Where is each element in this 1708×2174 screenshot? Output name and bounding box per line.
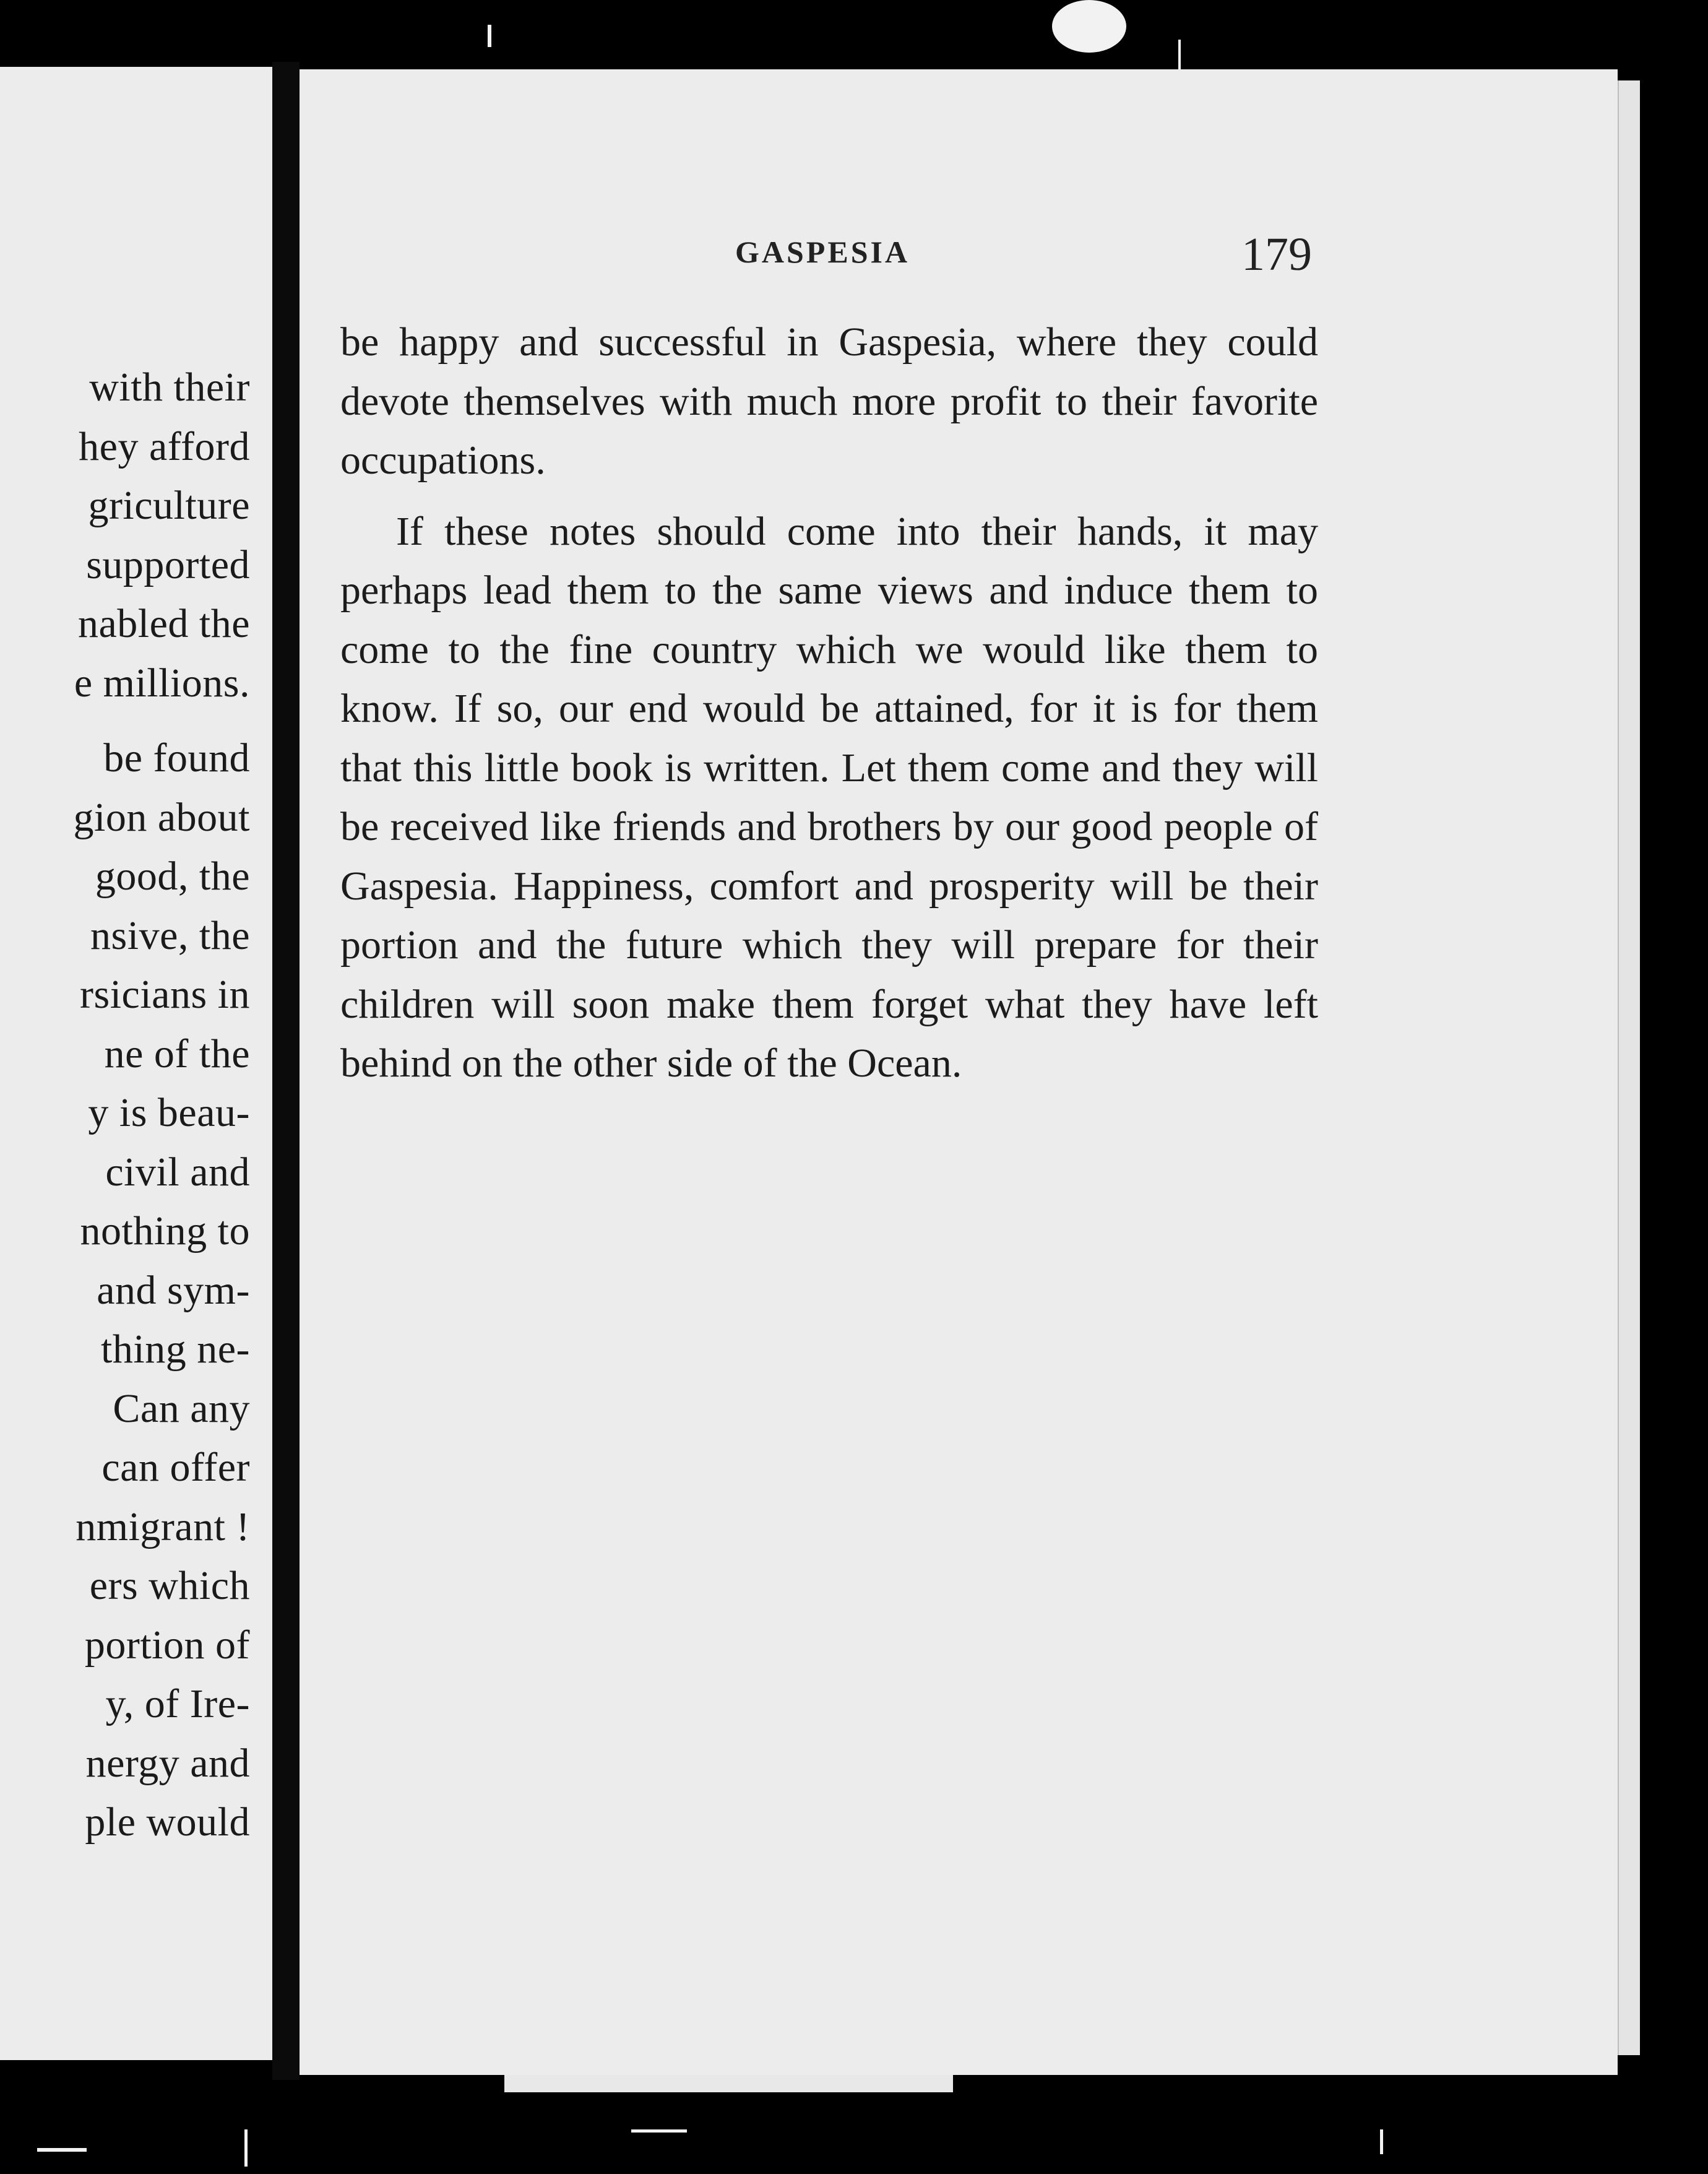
- facing-page-line: e millions.: [74, 660, 250, 706]
- facing-page-line: nmigrant !: [75, 1504, 250, 1549]
- facing-page-text: [0, 358, 250, 1852]
- facing-page-line: Can any: [113, 1385, 250, 1431]
- scan-speck: [37, 2148, 87, 2152]
- facing-page-line: hey afford: [79, 423, 250, 469]
- scan-speck: [1052, 0, 1126, 53]
- scan-speck: [244, 2129, 248, 2167]
- facing-page-line: supported: [86, 542, 250, 587]
- facing-page-line: nergy and: [85, 1740, 250, 1786]
- page-number: 179: [1241, 228, 1312, 280]
- facing-page-line: and sym-: [97, 1267, 250, 1313]
- page-bottom-strip: [504, 2075, 953, 2092]
- book-gutter: [272, 62, 300, 2080]
- facing-page-line: ple would: [85, 1799, 250, 1845]
- scan-speck: [1178, 40, 1181, 69]
- facing-page-line: y, of Ire-: [105, 1681, 250, 1726]
- facing-page-line: y is beau-: [88, 1090, 250, 1135]
- scan-speck: [631, 2129, 687, 2133]
- facing-page-line: nabled the: [77, 601, 250, 646]
- scan-speck: [1380, 2129, 1383, 2154]
- paragraph: If these notes should come into their hands, it may perhaps lead them to the same views and induce them to come to the fine country which we would like them to know. If so, our end would be attained, for it is for them that this little book is written. Let them come and they will be received like friends and brothers by our good people of Gaspesia. Happiness, comfort and prosperity will be their portion and the future which they will prepare for their children will soon make them forget what they have left behind on the other side of the Ocean.: [340, 508, 1318, 1086]
- paragraph: be happy and successful in Gaspesia, where they could devote themselves with much more profit to their favorite occupations.: [340, 319, 1318, 483]
- facing-page-line: gion about: [73, 794, 250, 840]
- running-head: GASPESIA: [735, 235, 910, 269]
- body-text: [340, 313, 1318, 1093]
- facing-page-line: ne of the: [104, 1031, 250, 1076]
- page-edge: [1618, 80, 1640, 2055]
- facing-page-line: nothing to: [80, 1208, 250, 1254]
- facing-page-line: nsive, the: [90, 912, 250, 958]
- facing-page-line: rsicians in: [80, 972, 250, 1017]
- facing-page-left: [0, 67, 278, 2060]
- facing-page-line: can offer: [101, 1445, 250, 1490]
- facing-page-line: ers which: [89, 1563, 250, 1608]
- facing-page-line: be found: [103, 735, 250, 781]
- facing-page-line: griculture: [88, 483, 250, 528]
- facing-page-line: civil and: [105, 1149, 250, 1195]
- facing-page-line: thing ne-: [101, 1327, 250, 1372]
- facing-page-line: with their: [89, 365, 250, 410]
- scan-speck: [488, 25, 491, 47]
- facing-page-line: portion of: [84, 1622, 250, 1668]
- facing-page-line: good, the: [95, 854, 250, 899]
